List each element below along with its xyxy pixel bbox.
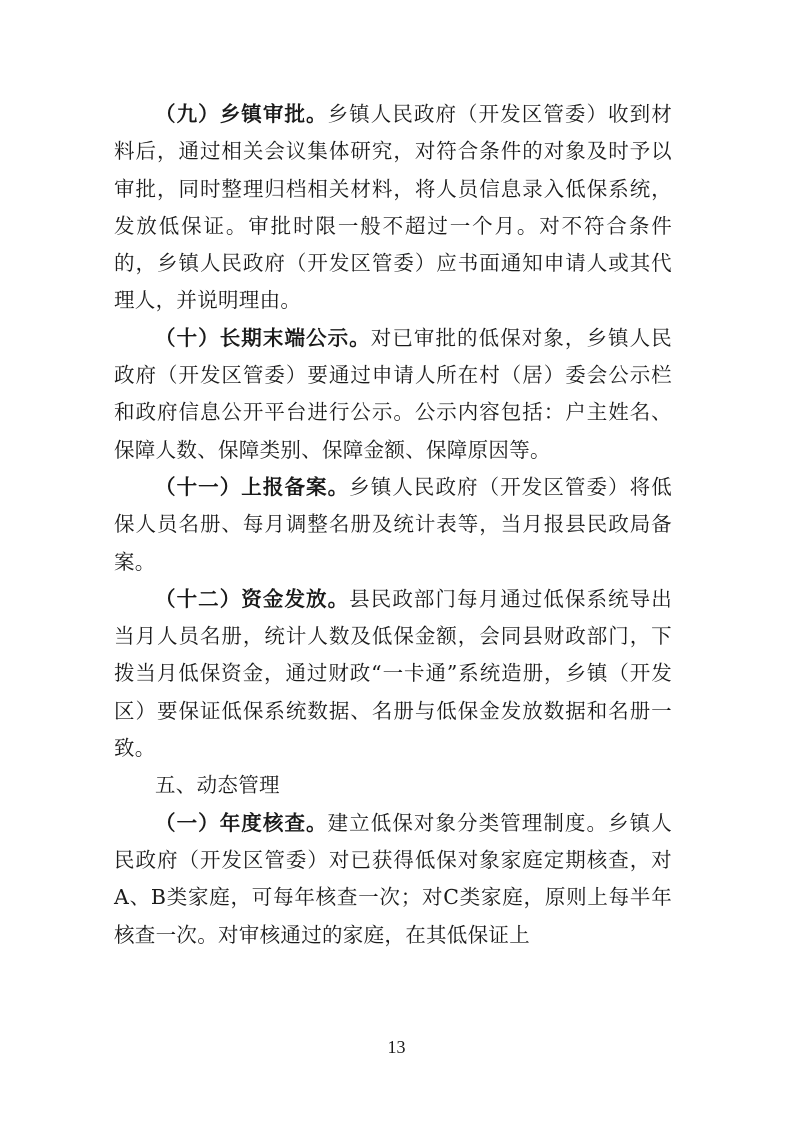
paragraph-long-term-publicity <box>114 320 672 469</box>
paragraph-heading: （九）乡镇审批。 <box>155 102 328 126</box>
paragraph-heading: （一）年度核查。 <box>155 810 328 835</box>
paragraph-heading: （十二）资金发放。 <box>155 586 350 611</box>
paragraph-township-approval <box>114 96 672 320</box>
paragraph-report-filing <box>114 469 672 581</box>
document-body <box>114 96 672 954</box>
paragraph-text: 乡镇人民政府（开发区管委）将低保人员名册、每月调整名册及统计表等，当月报县民政局备案。 <box>114 474 673 574</box>
paragraph-annual-review <box>114 805 672 954</box>
section-title: 五、动态管理 <box>155 773 280 798</box>
paragraph-text: 建立低保对象分类管理制度。乡镇人民政府（开发区管委）对已获得低保对象家庭定期核查，对A、B类家庭，可每年核查一次；对C类家庭，原则上每半年核查一次。对审核通过的家庭，在其低保证上 <box>114 810 672 947</box>
paragraph-text: 县民政部门每月通过低保系统导出当月人员名册，统计人数及低保金额，会同县财政部门，下拨当月低保资金，通过财政“一卡通”系统造册，乡镇（开发区）要保证低保系统数据、名册与低保金发放数据和名册一致。 <box>114 586 673 761</box>
paragraph-heading: （十）长期末端公示。 <box>155 325 371 350</box>
paragraph-text: 对已审批的低保对象，乡镇人民政府（开发区管委）要通过申请人所在村（居）委会公示栏和政府信息公开平台进行公示。公示内容包括：户主姓名、保障人数、保障类别、保障金额、保障原因等。 <box>114 325 673 462</box>
page-number: 13 <box>387 1037 406 1057</box>
paragraph-text: 乡镇人民政府（开发区管委）收到材料后，通过相关会议集体研究，对符合条件的对象及时予以审批，同时整理归档相关材料，将人员信息录入低保系统，发放低保证。审批时限一般不超过一个月。对不符合条件的，乡镇人民政府（开发区管委）应书面通知申请人或其代理人，并说明理由。 <box>114 102 672 313</box>
paragraph-heading: （十一）上报备案。 <box>155 474 350 499</box>
paragraph-fund-distribution <box>114 581 672 767</box>
